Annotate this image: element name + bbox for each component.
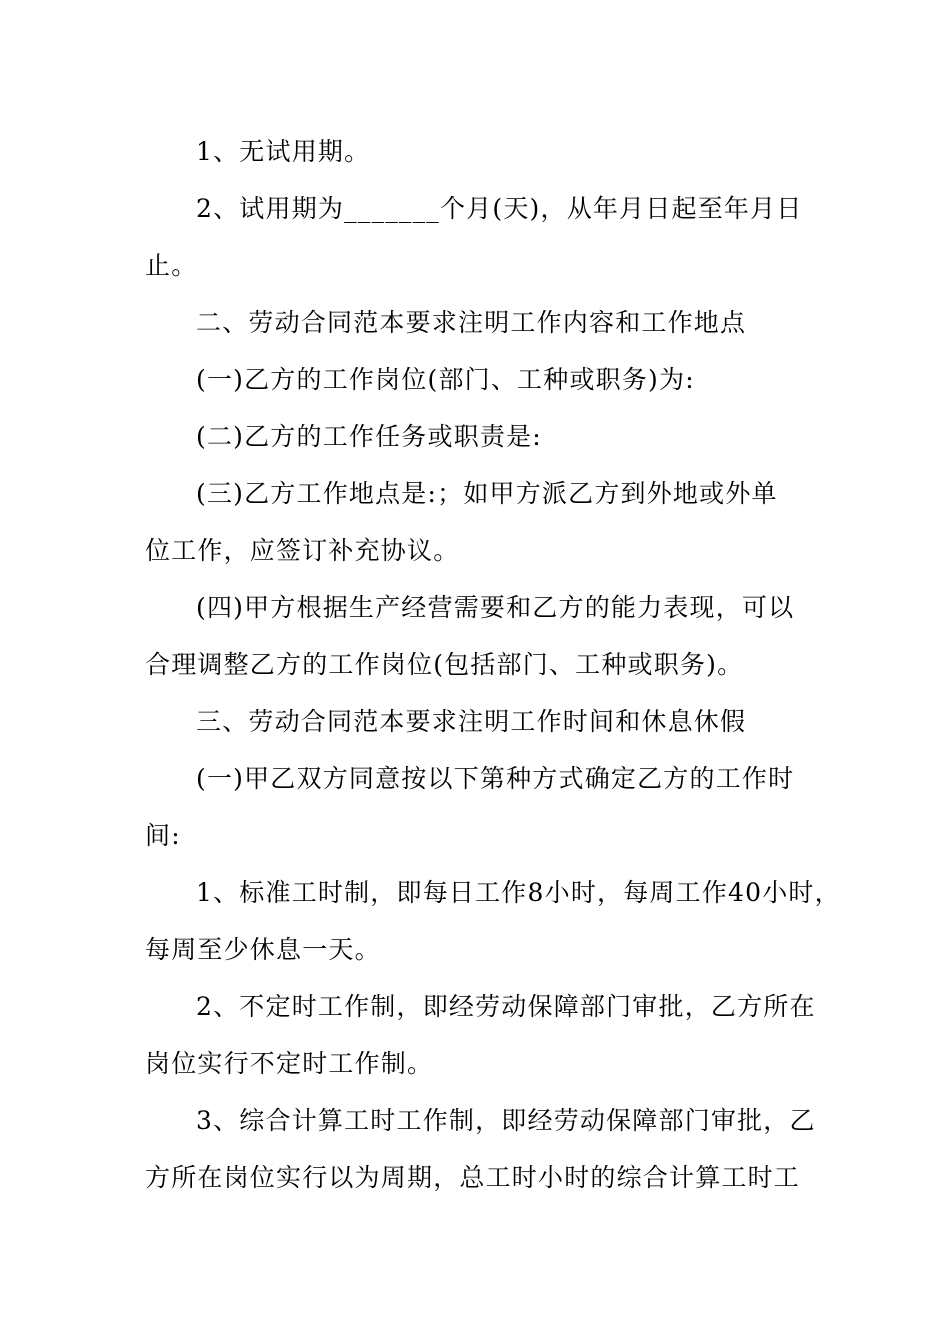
paragraph-line: 间: [145, 821, 181, 850]
paragraph-line: (一)甲乙双方同意按以下第种方式确定乙方的工作时 [196, 764, 795, 793]
paragraph-line: 每周至少休息一天。 [145, 935, 381, 964]
paragraph-line: (一)乙方的工作岗位(部门、工种或职务)为: [196, 365, 695, 394]
paragraph-line: (三)乙方工作地点是:；如甲方派乙方到外地或外单 [196, 479, 778, 508]
paragraph-line: 位工作，应签订补充协议。 [145, 536, 460, 565]
paragraph-line: 1、无试用期。 [196, 137, 371, 166]
paragraph-line: 止。 [145, 251, 198, 280]
paragraph-line: 2、不定时工作制，即经劳动保障部门审批，乙方所在 [196, 992, 816, 1021]
paragraph-line: 方所在岗位实行以为周期，总工时小时的综合计算工时工 [145, 1163, 801, 1192]
paragraph-line: 岗位实行不定时工作制。 [145, 1049, 434, 1078]
paragraph-line: 合理调整乙方的工作岗位(包括部门、工种或职务)。 [145, 650, 744, 679]
section-heading: 二、劳动合同范本要求注明工作内容和工作地点 [196, 308, 747, 337]
paragraph-line: (四)甲方根据生产经营需要和乙方的能力表现，可以 [196, 593, 795, 622]
paragraph-line: 3、综合计算工时工作制，即经劳动保障部门审批，乙 [196, 1106, 816, 1135]
paragraph-line: 1、标准工时制，即每日工作8小时，每周工作40小时， [196, 878, 841, 907]
section-heading: 三、劳动合同范本要求注明工作时间和休息休假 [196, 707, 747, 736]
paragraph-line: 2、试用期为_______个月(天)，从年月日起至年月日 [196, 194, 803, 223]
paragraph-line: (二)乙方的工作任务或职责是: [196, 422, 542, 451]
